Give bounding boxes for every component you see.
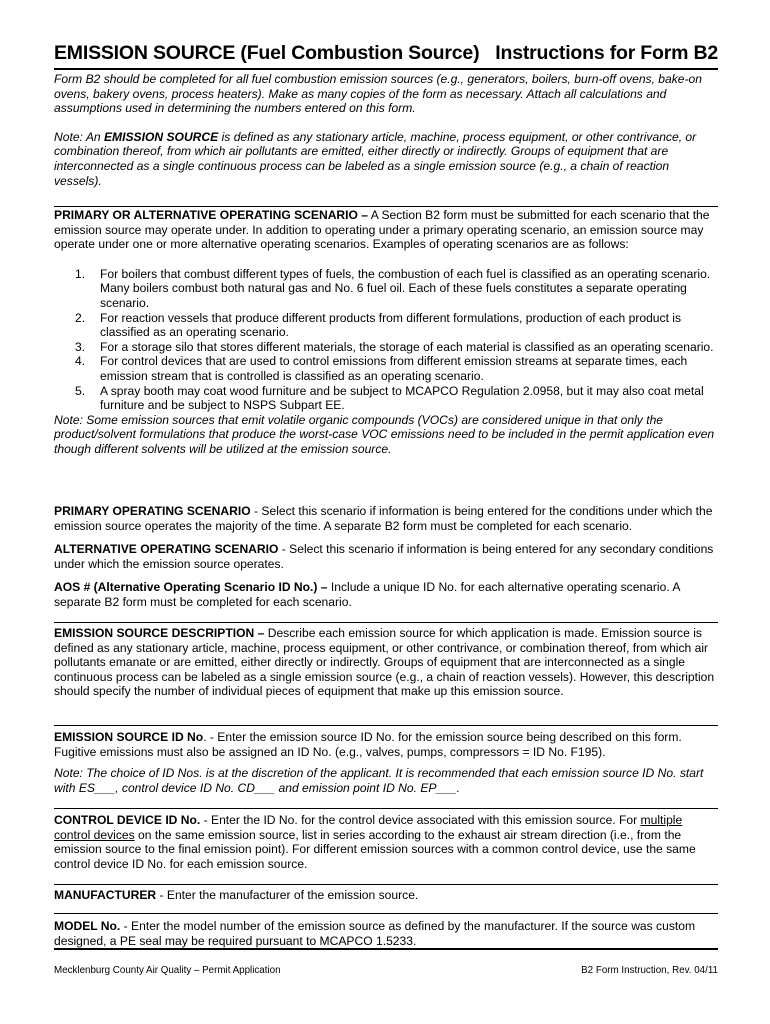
section-divider <box>54 913 718 914</box>
intro-text: Form B2 should be completed for all fuel combustion emission sources (e.g., generators, boilers, burn-off ovens, bake-on ovens, bakery ovens, process heaters). Make as many copies of the form as necessary. Attach all calculations and assumptions used in determining the numbers entered on this form. <box>54 72 703 116</box>
section-divider <box>54 884 718 885</box>
page-footer <box>54 965 718 976</box>
source-id-section <box>54 730 718 795</box>
description-section: EMISSION SOURCE DESCRIPTION – Describe each emission source for which application is made. Emission source is defined as any stationary article, machine, process equipment, or other contrivance, or combination thereof, from which air pollutants emanate or are emitted, either directly or indirectly. Groups of equipment that are interconnected as a single continuous process can be labeled as a single emission source (e.g., a chain of reaction vessels). However, this description should specify the number of individual pieces of equipment that make up this emission source. <box>54 626 715 699</box>
primary-scenario: PRIMARY OPERATING SCENARIO - Select this scenario if information is being entered for the conditions under which the emission source operates the majority of the time. A separate B2 form must be completed for each scenario. <box>54 504 713 533</box>
footer-left: Mecklenburg County Air Quality – Permit Application <box>54 965 281 976</box>
title-left: EMISSION SOURCE (Fuel Combustion Source) <box>54 42 480 64</box>
section-divider <box>54 725 718 726</box>
alternative-scenario: ALTERNATIVE OPERATING SCENARIO - Select this scenario if information is being entered for any secondary conditions under which the emission source operates. <box>54 542 714 571</box>
source-id-text: EMISSION SOURCE ID No. - Enter the emission source ID No. for the emission source being described on this form. Fugitive emissions must also be assigned an ID No. (e.g., valves, pumps, compressors = ID No. F195). <box>54 730 682 759</box>
list-item: 1. For boilers that combust different types of fuels, the combustion of each fuel is classified as an operating scenario. Many boilers combust both natural gas and No. 6 fuel oil. Each of these fuels constitutes a separate operating scenario. <box>75 266 711 310</box>
intro-note: Note: An EMISSION SOURCE is defined as any stationary article, machine, process equipment, or other contrivance, or combination thereof, from which air pollutants are emitted, either directly or indirectly. Groups of equipment that are interconnected as a single continuous process can be labeled as a single emission source (e.g., a chain of reaction vessels). <box>54 129 697 188</box>
section-divider <box>54 808 718 809</box>
manufacturer-section: MANUFACTURER - Enter the manufacturer of the emission source. <box>54 888 419 902</box>
list-item: 2. For reaction vessels that produce different products from different formulations, production of each product is classified as an operating scenario. <box>75 310 682 340</box>
list-item: 4. For control devices that are used to control emissions from different emission streams at separate times, each emission stream that is controlled is classified as an operating scenario. <box>75 354 688 383</box>
footer-rule <box>54 948 718 950</box>
source-id-note: Note: The choice of ID Nos. is at the discretion of the applicant. It is recommended that each emission source ID No. start with ES___, control device ID No. CD___ and emission point ID No. EP___. <box>54 766 704 795</box>
list-item: 5. A spray booth may coat wood furniture and be subject to MCAPCO Regulation 2.0958, but it may also coat metal furniture and be subject to NSPS Subpart EE. <box>75 383 704 413</box>
model-section: MODEL No. - Enter the model number of the emission source as defined by the manufacturer. If the source was custom designed, a PE seal may be required pursuant to MCAPCO 1.5233. <box>54 919 696 948</box>
footer-right: B2 Form Instruction, Rev. 04/11 <box>581 965 718 976</box>
page-title <box>54 42 718 65</box>
title-right: Instructions for Form B2 <box>495 42 718 64</box>
aos-section: AOS # (Alternative Operating Scenario ID No.) – Include a unique ID No. for each alternative operating scenario. A separate B2 form must be completed for each scenario. <box>54 580 680 609</box>
list-item: 3. For a storage silo that stores different materials, the storage of each material is classified as an operating scenario. <box>75 339 714 354</box>
intro-paragraph <box>54 72 718 188</box>
section-divider <box>54 206 718 207</box>
scenario-intro: PRIMARY OR ALTERNATIVE OPERATING SCENARIO – A Section B2 form must be submitted for each scenario that the emission source may operate under. In addition to operating under a primary operating scenario, an emission source may operate under one or more alternative operating scenarios. Examples of operating scenarios are as follows: <box>54 208 710 252</box>
section-divider <box>54 622 718 623</box>
control-device-section: CONTROL DEVICE ID No. - Enter the ID No. for the control device associated with this emission source. For multiple control devices on the same emission source, list in series according to the exhaust air stream direction (i.e., from the emission source to the final emission point). For different emission sources with a common control device, use the same control device ID No. for each emission source. <box>54 813 696 871</box>
title-rule <box>54 68 718 70</box>
scenario-note: Note: Some emission sources that emit volatile organic compounds (VOCs) are considered unique in that only the product/solvent formulations that produce the worst-case VOC emissions need to be included in the permit application even though different solvents will be utilized at the emission source. <box>54 412 715 456</box>
scenario-list <box>54 267 718 413</box>
scenario-section <box>54 208 718 457</box>
